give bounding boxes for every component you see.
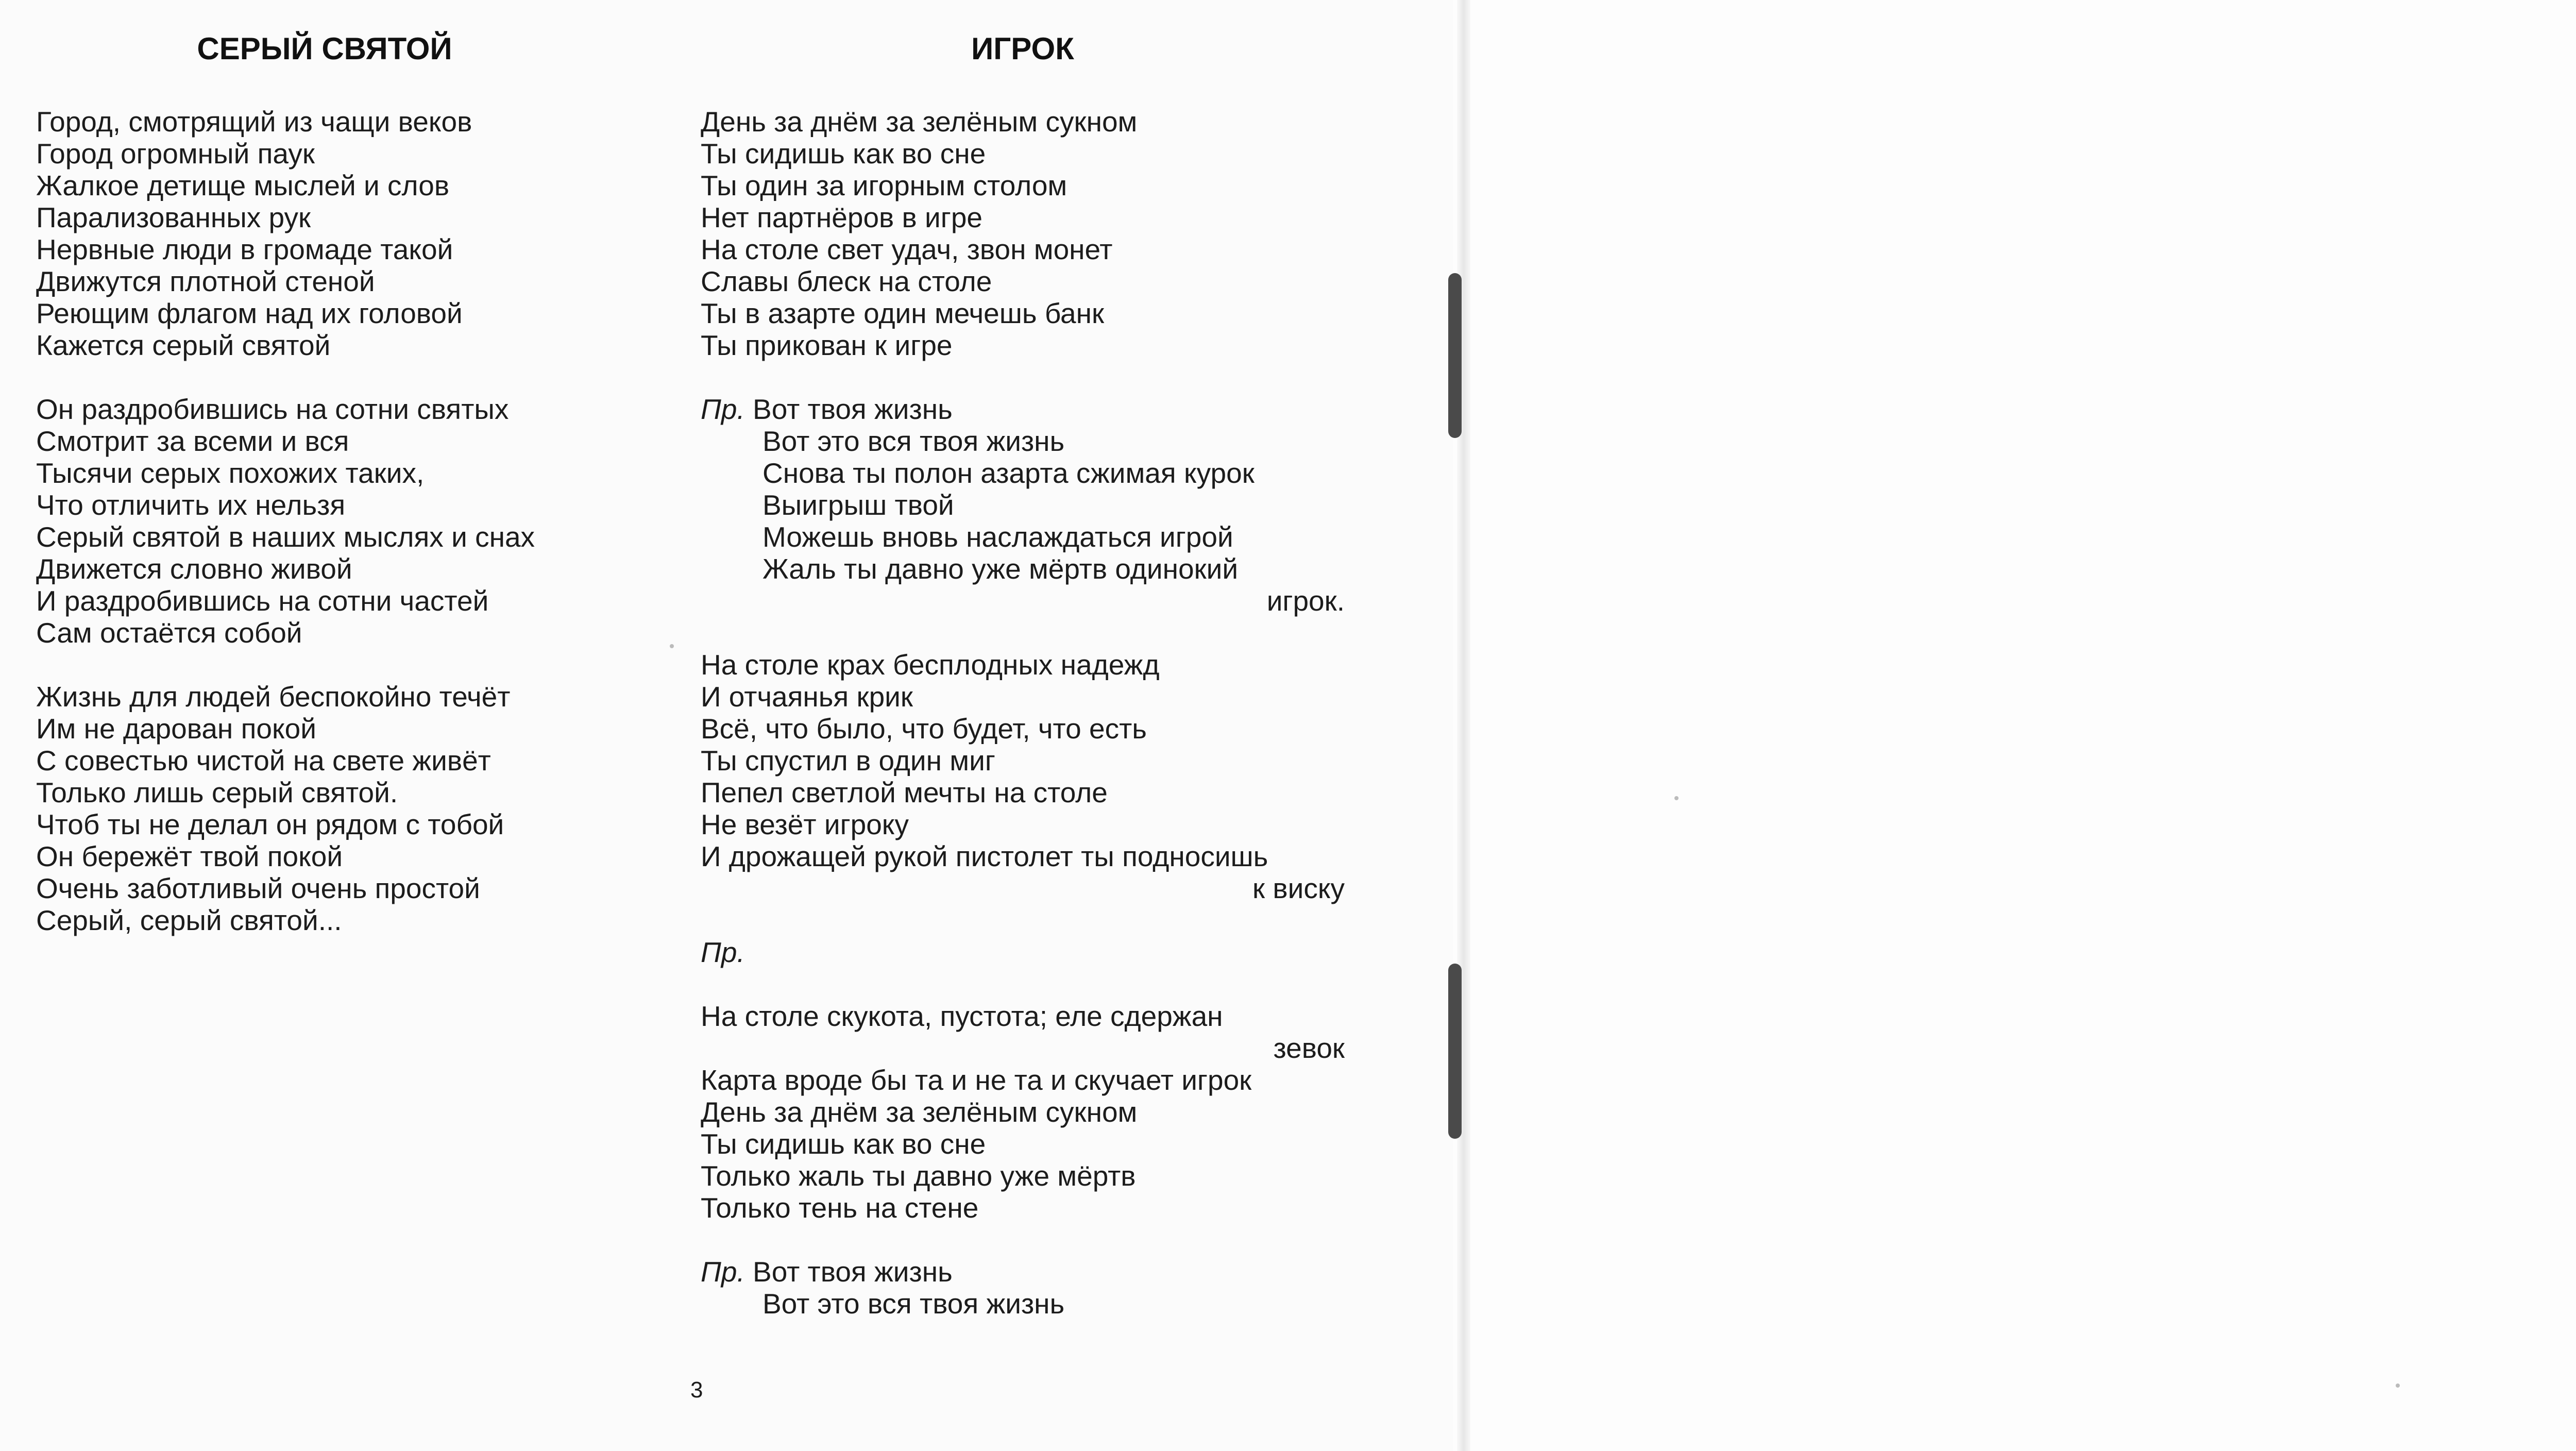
poem-line-wrap: зевок <box>1273 1032 1345 1064</box>
chorus <box>701 1256 1345 1320</box>
poem-line: Город, смотрящий из чащи веков <box>36 106 472 138</box>
poem-line: Ты спустил в один миг <box>701 745 995 777</box>
poem-line: Вот это вся твоя жизнь <box>762 1288 1065 1320</box>
poem-line: Им не дарован покой <box>36 713 316 745</box>
poem-line: Жизнь для людей беспокойно течёт <box>36 681 511 713</box>
stanza <box>36 393 613 649</box>
chorus-first-line <box>701 393 1345 425</box>
chorus-marker <box>701 936 1345 968</box>
chorus-label: Пр. <box>701 1256 745 1288</box>
poem-line: День за днём за зелёным сукном <box>701 106 1138 138</box>
poem-line-wrap: игрок. <box>1266 585 1345 617</box>
poem-line: Нет партнёров в игре <box>701 201 982 233</box>
poem-line: Вот это вся твоя жизнь <box>762 425 1065 457</box>
poem-line: На столе скукота, пустота; еле сдержан <box>701 1000 1223 1032</box>
poem-line: Парализованных рук <box>36 201 311 233</box>
poem-line: Серый, серый святой... <box>36 904 342 936</box>
poem-line: Кажется серый святой <box>36 329 331 361</box>
poem-line: Смотрит за всеми и вся <box>36 425 349 457</box>
paper-speck <box>1674 796 1679 800</box>
chorus-label: Пр. <box>701 936 745 968</box>
poem-title: ИГРОК <box>971 31 1074 66</box>
poem-line: Вот твоя жизнь <box>753 1256 953 1288</box>
poem-line: Ты один за игорным столом <box>701 170 1067 201</box>
poem-line: Ты сидишь как во сне <box>701 138 986 170</box>
chorus-label: Пр. <box>701 393 745 425</box>
poem-line: День за днём за зелёным сукном <box>701 1096 1138 1128</box>
stanza <box>701 106 1345 361</box>
poem-line: Только тень на стене <box>701 1192 979 1224</box>
poem-line: Выигрыш твой <box>762 489 954 521</box>
stanza <box>36 681 613 936</box>
poem-line: Ты сидишь как во сне <box>701 1128 986 1160</box>
poem-title: СЕРЫЙ СВЯТОЙ <box>197 31 452 66</box>
poem-line: Всё, что было, что будет, что есть <box>701 713 1147 745</box>
poem-line: Сам остаётся собой <box>36 617 302 649</box>
poem-line: Город огромный паук <box>36 138 315 170</box>
right-page <box>1453 0 2576 1451</box>
poem-line: Нервные люди в громаде такой <box>36 233 453 265</box>
poem-line: И отчаянья крик <box>701 681 913 713</box>
poem-seryi-svyatoi <box>36 31 613 936</box>
poem-line: Реющим флагом над их головой <box>36 297 463 329</box>
poem-line: На столе крах бесплодных надежд <box>701 649 1160 681</box>
poem-line: И раздробившись на сотни частей <box>36 585 489 617</box>
poem-line: Только лишь серый святой. <box>36 777 398 808</box>
poem-line: Снова ты полон азарта сжимая курок <box>762 457 1255 489</box>
chorus <box>701 393 1345 617</box>
poem-line: Что отличить их нельзя <box>36 489 346 521</box>
poem-line: Пепел светлой мечты на столе <box>701 777 1108 808</box>
poem-line: Очень заботливый очень простой <box>36 872 480 904</box>
spine-fold <box>1457 0 1470 1451</box>
staple <box>1448 964 1462 1139</box>
poem-line: Чтоб ты не делал он рядом с тобой <box>36 808 504 840</box>
page-number: 3 <box>690 1377 703 1403</box>
poem-line: Жаль ты давно уже мёртв одинокий <box>762 553 1239 585</box>
poem-line: Славы блеск на столе <box>701 265 992 297</box>
chorus-first-line <box>701 1256 1345 1288</box>
poem-line: Тысячи серых похожих таких, <box>36 457 425 489</box>
poem-line: Не везёт игроку <box>701 808 909 840</box>
poem-line: Ты в азарте один мечешь банк <box>701 297 1105 329</box>
poem-line: Он бережёт твой покой <box>36 840 343 872</box>
staple <box>1448 273 1462 438</box>
poem-line: На столе свет удач, звон монет <box>701 233 1113 265</box>
poem-line: Ты прикован к игре <box>701 329 953 361</box>
poem-line: Только жаль ты давно уже мёртв <box>701 1160 1136 1192</box>
poem-igrok <box>701 31 1345 1320</box>
poem-line-wrap: к виску <box>1252 872 1345 904</box>
poem-line: Можешь вновь наслаждаться игрой <box>762 521 1233 553</box>
stanza <box>701 649 1345 904</box>
poem-line: С совестью чистой на свете живёт <box>36 745 491 777</box>
poem-line: Вот твоя жизнь <box>753 393 953 425</box>
stanza <box>36 106 613 361</box>
stanza <box>701 1000 1345 1224</box>
poem-line: Движутся плотной стеной <box>36 265 375 297</box>
poem-line: Серый святой в наших мыслях и снах <box>36 521 535 553</box>
poem-line: Карта вроде бы та и не та и скучает игрок <box>701 1064 1252 1096</box>
paper-speck <box>670 644 674 648</box>
poem-line: Жалкое детище мыслей и слов <box>36 170 450 201</box>
paper-speck <box>2396 1383 2400 1388</box>
poem-line: И дрожащей рукой пистолет ты подносишь <box>701 840 1268 872</box>
poem-line: Он раздробившись на сотни святых <box>36 393 509 425</box>
poem-line: Движется словно живой <box>36 553 352 585</box>
